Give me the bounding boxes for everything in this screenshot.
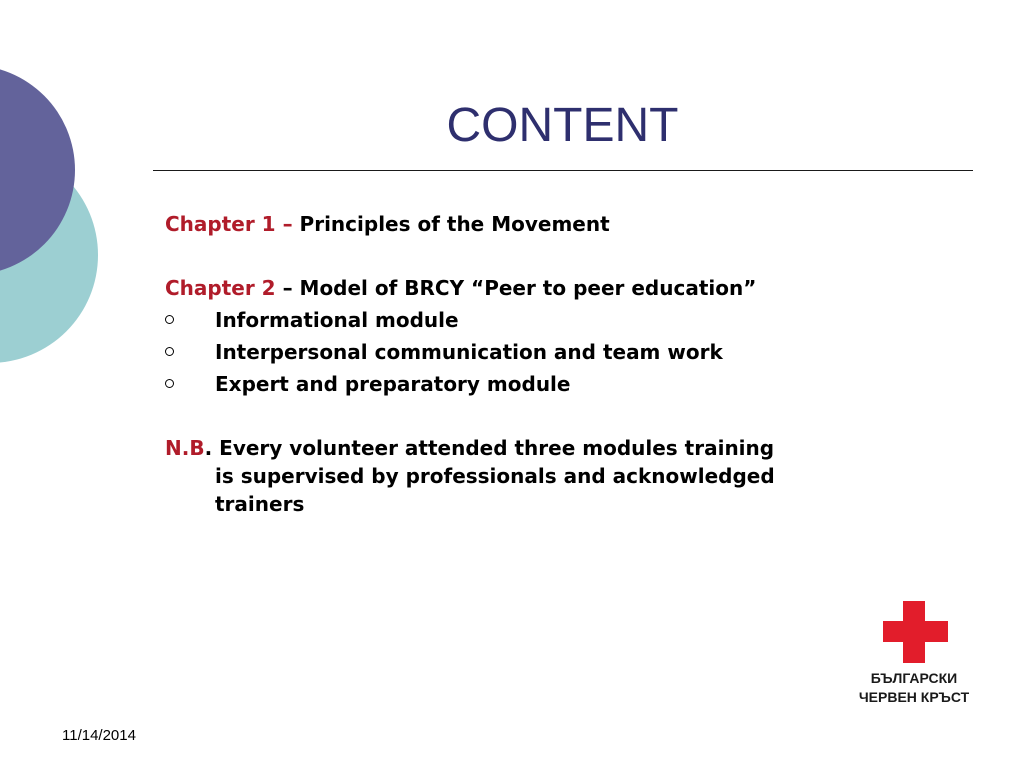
module-text: Expert and preparatory module xyxy=(215,372,571,396)
module-item xyxy=(165,370,785,398)
chapter-2-text: – Model of BRCY “Peer to peer education” xyxy=(275,276,757,300)
note-line xyxy=(165,434,785,518)
red-cross-icon xyxy=(883,601,948,663)
module-item xyxy=(165,338,785,366)
slide-title: CONTENT xyxy=(446,99,679,152)
hollow-circle-bullet-icon xyxy=(165,315,174,324)
chapter-1-line xyxy=(165,210,785,238)
decorative-circles xyxy=(0,0,110,420)
slide-date: 11/14/2014 xyxy=(62,727,136,744)
chapter-2-line xyxy=(165,274,785,302)
module-text: Interpersonal communication and team work xyxy=(215,340,723,364)
module-text: Informational module xyxy=(215,308,459,332)
note-text: . Every volunteer attended three modules training is supervised by professionals and acknowledged trainers xyxy=(204,436,775,516)
chapter-2-label: Chapter 2 xyxy=(165,276,276,300)
logo-line-2: ЧЕРВЕН КРЪСТ xyxy=(858,689,970,705)
module-item xyxy=(165,306,785,334)
chapter-1-text: Principles of the Movement xyxy=(299,212,610,236)
logo-line-1: БЪЛГАРСКИ xyxy=(870,670,958,686)
chapter-1-dash: – xyxy=(275,212,300,236)
logo-text xyxy=(848,669,980,707)
note-label: N.B xyxy=(165,436,205,460)
hollow-circle-bullet-icon xyxy=(165,379,174,388)
title-divider xyxy=(153,170,973,171)
hollow-circle-bullet-icon xyxy=(165,347,174,356)
chapter-1-label: Chapter 1 xyxy=(165,212,276,236)
slide-body xyxy=(165,210,785,518)
bulgarian-red-cross-logo xyxy=(848,598,980,710)
